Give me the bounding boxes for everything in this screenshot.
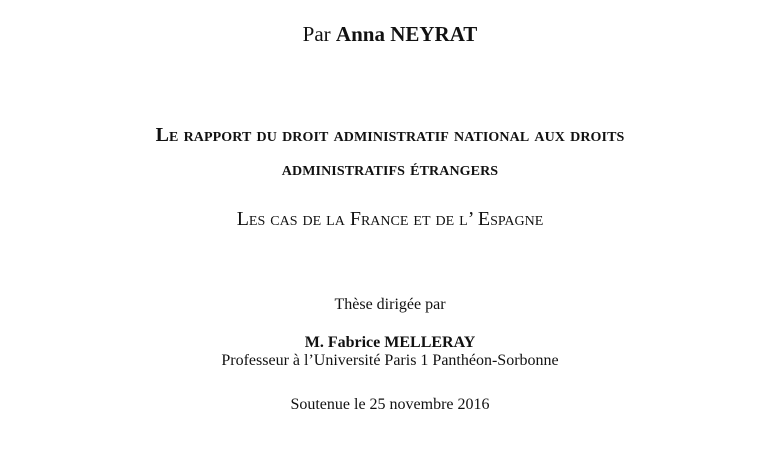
supervisor-name: M. Fabrice MELLERAY [304, 334, 476, 351]
author-name: Anna NEYRAT [335, 22, 478, 46]
author-prefix: Par [302, 22, 331, 46]
supervisor-role: Professeur à l’Université Paris 1 Panthéon-Sorbonne [221, 352, 559, 369]
thesis-subtitle: Les cas de la France et de l’ Espagne [236, 208, 544, 230]
thesis-title-line-1: Le rapport du droit administratif national aux droits [155, 124, 625, 146]
author-line [0, 22, 780, 47]
thesis-title-line-2: administratifs étrangers [281, 158, 499, 180]
defense-date: Soutenue le 25 novembre 2016 [290, 396, 490, 413]
directed-by-label: Thèse dirigée par [334, 296, 446, 313]
